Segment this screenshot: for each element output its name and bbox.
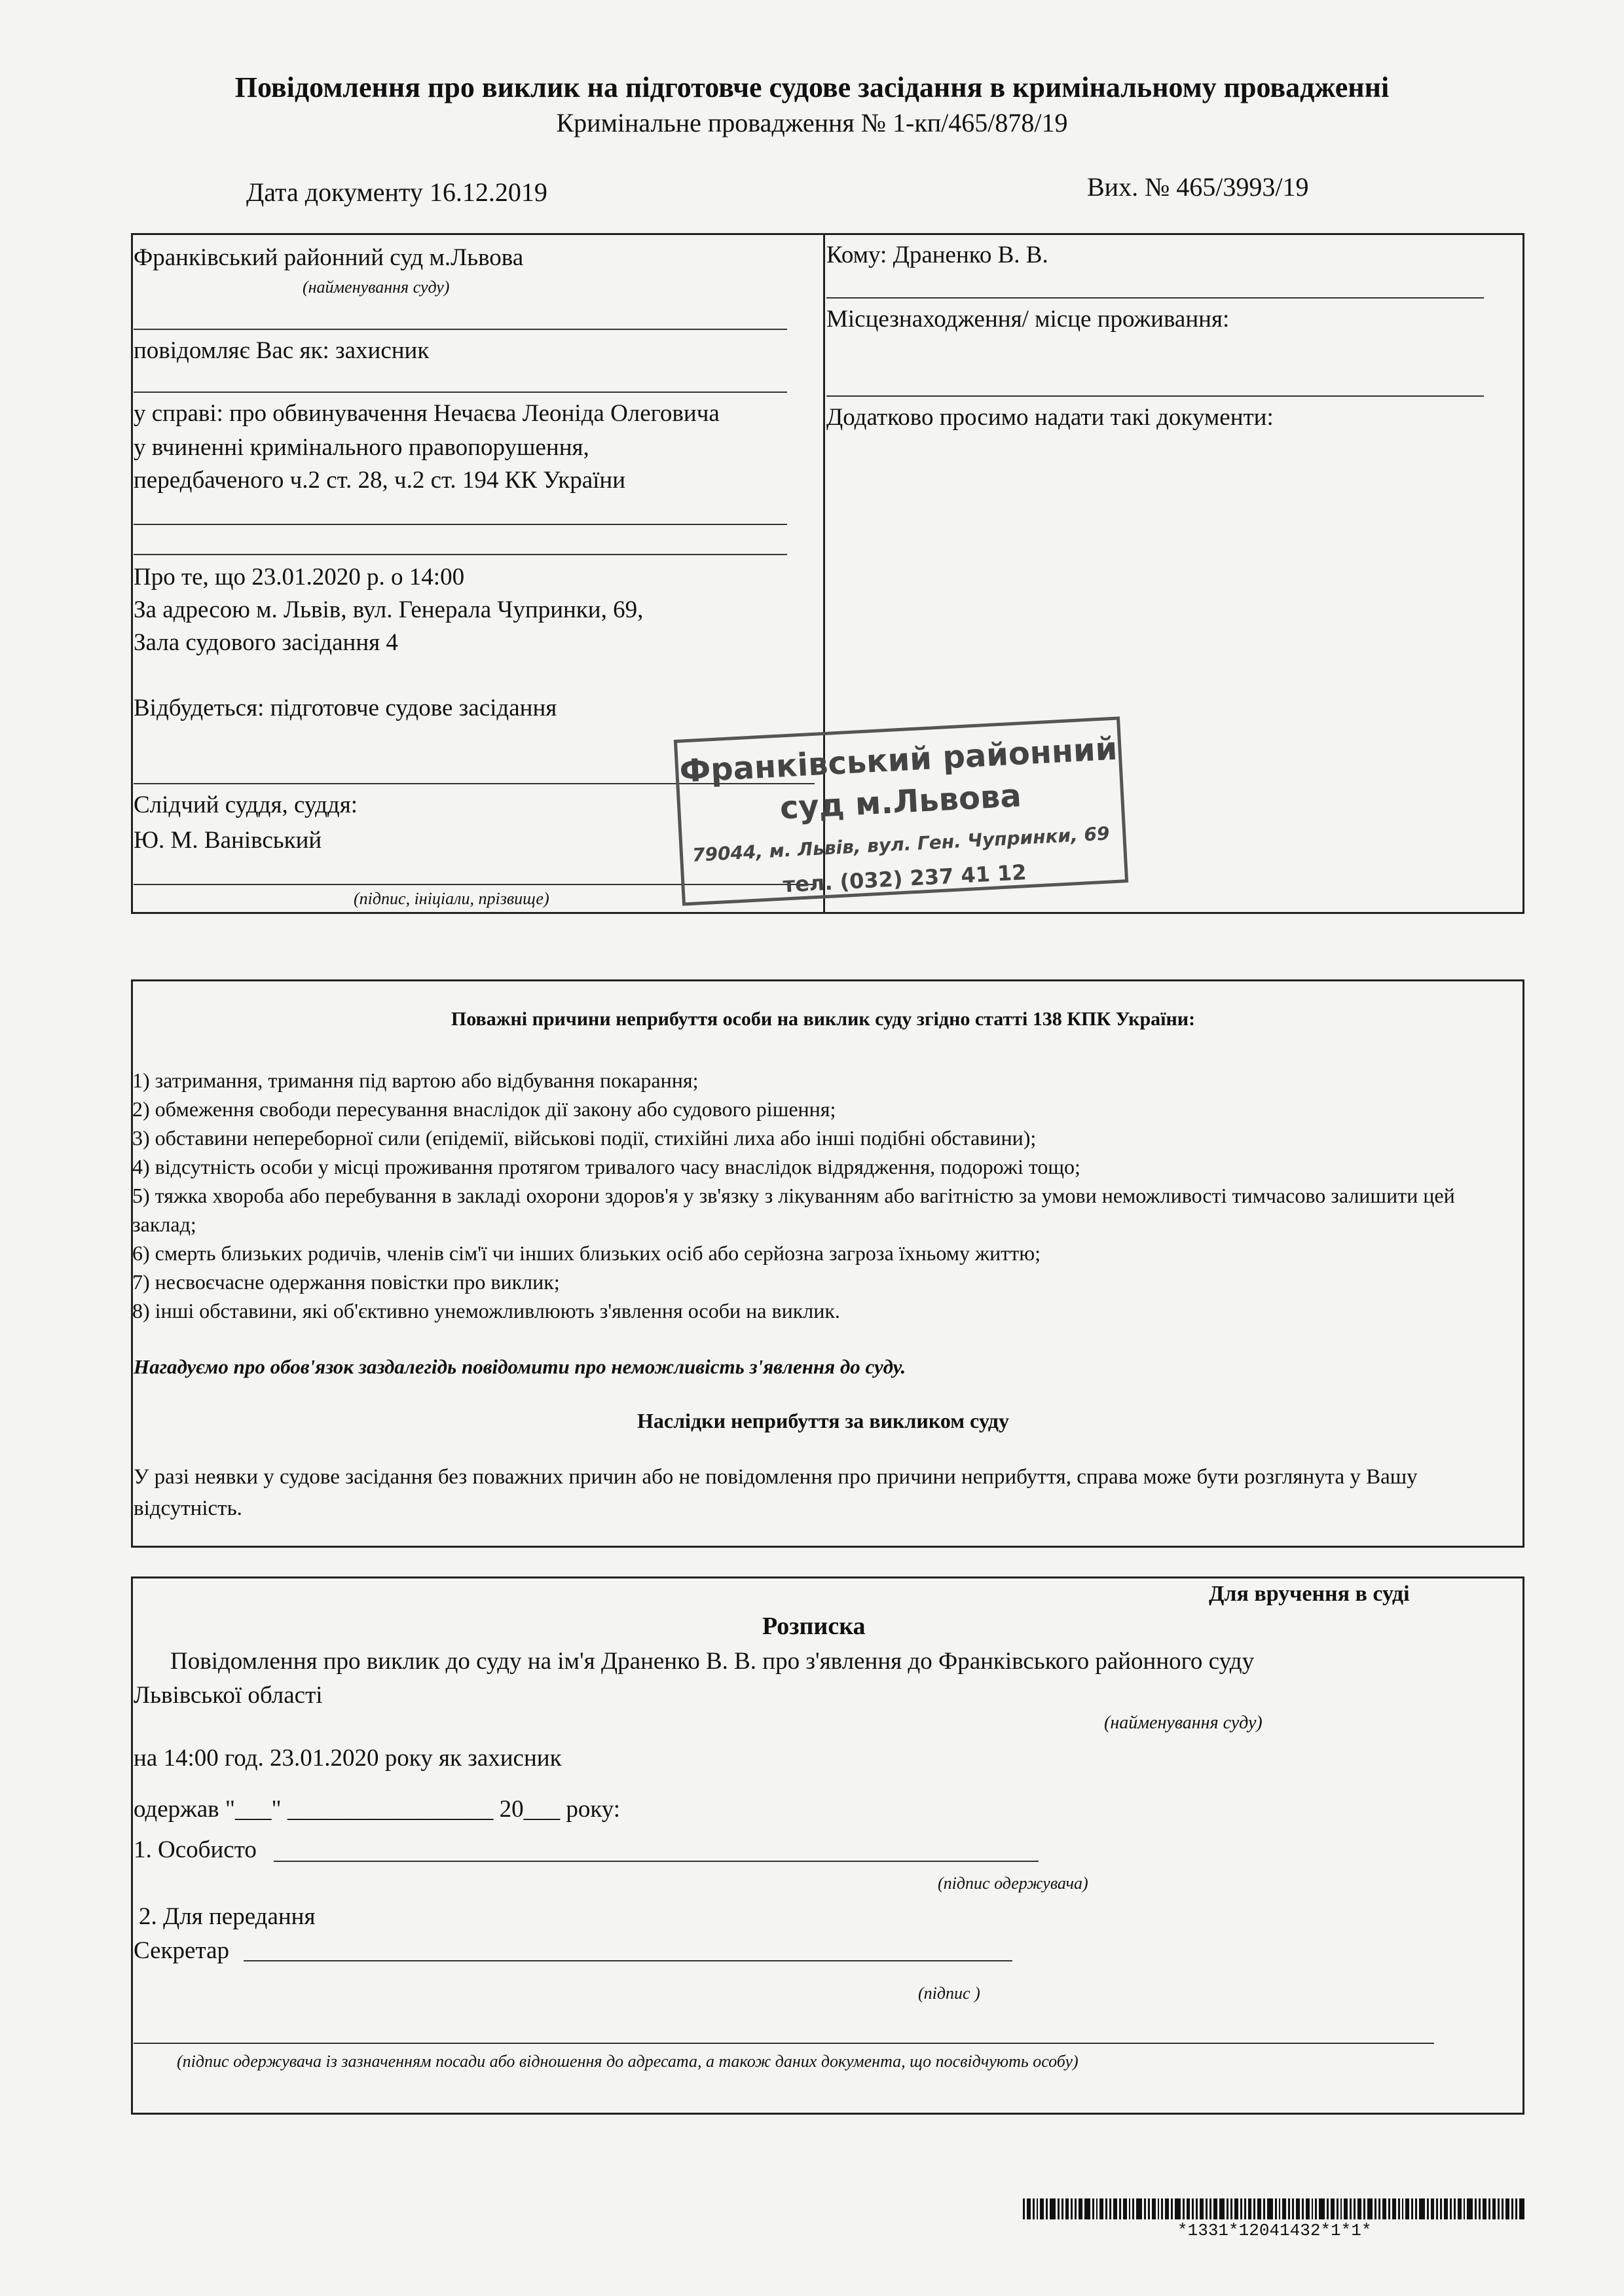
barcode-bar — [1234, 2198, 1238, 2219]
barcode-bar — [1458, 2198, 1462, 2219]
receipt-court-caption: (найменування суду) — [1104, 1713, 1263, 1733]
barcode-bar — [1092, 2198, 1094, 2219]
barcode-bar — [1119, 2198, 1121, 2219]
barcode-bar — [1144, 2198, 1146, 2219]
barcode-bar — [1040, 2198, 1044, 2219]
hearing-event: Відбудеться: підготовче судове засідання — [134, 695, 557, 721]
barcode-bar — [1282, 2198, 1286, 2219]
barcode-bar — [1219, 2198, 1225, 2219]
consequences-heading: Наслідки неприбуття за викликом суду — [637, 1409, 1009, 1432]
barcode-bar — [1075, 2198, 1077, 2219]
case-number: Кримінальне провадження № 1-кп/465/878/19 — [556, 108, 1068, 137]
barcode-bar — [1337, 2198, 1338, 2219]
barcode-bar — [1511, 2198, 1513, 2219]
barcode-bar — [1071, 2198, 1073, 2219]
hearing-address: За адресою м. Львів, вул. Генерала Чупринки, 69, — [134, 596, 644, 623]
barcode-bar — [1344, 2198, 1348, 2219]
barcode-bar — [1331, 2198, 1335, 2219]
consequences-text: У разі неявки у судове засідання без поважних причин або не повідомлення про причини неприбуття, справа може бути розглянута у Вашу відсутність. — [134, 1465, 1418, 1520]
barcode-bar — [1065, 2198, 1069, 2219]
list-item: 8) інші обставини, які об'єктивно унеможливлюють з'явлення особи на виклик. — [132, 1299, 840, 1322]
judge-name: Ю. М. Ванівський — [134, 827, 322, 854]
barcode-bar — [1436, 2198, 1438, 2219]
barcode-bar — [1292, 2198, 1294, 2219]
document-date: Дата документу 16.12.2019 — [246, 177, 547, 207]
barcode-bar — [1378, 2198, 1380, 2219]
barcode-bar — [1392, 2198, 1396, 2219]
receipt-bottom-caption: (підпис одержувача із зазначенням посади або відношення до адресата, а також даних документа, що посвідчують особу) — [177, 2052, 1079, 2071]
barcode-bar — [1213, 2198, 1217, 2219]
barcode-bar — [1196, 2198, 1198, 2219]
stamp-address-line: 79044, м. Львів, вул. Ген. Чупринки, 69 — [692, 822, 1111, 866]
court-name-caption: (найменування суду) — [303, 278, 450, 297]
barcode-bar — [1483, 2198, 1486, 2219]
list-item: 7) несвоєчасне одержання повістки про виклик; — [132, 1270, 560, 1294]
rule-line — [134, 329, 787, 330]
barcode-bar — [1367, 2198, 1373, 2219]
barcode-bar — [1431, 2198, 1435, 2219]
hearing-hall: Зала судового засідання 4 — [134, 629, 398, 656]
barcode-bar — [1248, 2198, 1252, 2219]
barcode-bar — [1375, 2198, 1376, 2219]
barcode-bar — [1444, 2198, 1448, 2219]
barcode-bar — [1350, 2198, 1352, 2219]
court-stamp — [674, 716, 1128, 905]
barcode-bar — [1230, 2198, 1232, 2219]
case-description-line: у вчиненні кримінального правопорушення, — [134, 434, 589, 461]
signature-line — [134, 2043, 1434, 2044]
list-item: 2) обмеження свободи пересування внаслідок дії закону або судового рішення; — [132, 1097, 836, 1121]
barcode-bar — [1340, 2198, 1342, 2219]
barcode-bar — [1099, 2198, 1103, 2219]
reasons-heading: Поважні причини неприбуття особи на виклик суду згідно статті 138 КПК України: — [451, 1008, 1196, 1030]
barcode-bar — [1419, 2198, 1425, 2219]
barcode-bar — [1132, 2198, 1134, 2219]
court-name: Франківський районний суд м.Львова — [134, 244, 524, 271]
rule-line — [134, 524, 787, 525]
barcode-bar — [1388, 2198, 1390, 2219]
reasons-list — [132, 1066, 1514, 1325]
list-item: 3) обставини непереборної сили (епідемії, військові події, стихійні лиха або інші подібні обставини); — [132, 1126, 1037, 1150]
stamp-city-line: суд м.Львова — [779, 777, 1022, 827]
barcode-bar — [1136, 2198, 1142, 2219]
receipt-title: Розписка — [762, 1613, 866, 1640]
barcode-bar — [1411, 2198, 1413, 2219]
barcode-bar — [1327, 2198, 1329, 2219]
barcode-bar — [1209, 2198, 1211, 2219]
barcode-bar — [1037, 2198, 1039, 2219]
barcode-bar — [1096, 2198, 1098, 2219]
barcode-bar — [1109, 2198, 1111, 2219]
barcode-bar — [1402, 2198, 1404, 2219]
case-description-line: у справі: про обвинувачення Нечаєва Леоніда Олеговича — [134, 400, 720, 427]
barcode-bar — [1187, 2198, 1190, 2219]
reminder-note: Нагадуємо про обов'язок заздалегідь повідомити про неможливість з'явлення до суду. — [134, 1355, 906, 1378]
receipt-region-line: Львівської області — [134, 1682, 323, 1709]
document-title: Повідомлення про виклик на підготовче судове засідання в кримінальному провадженні — [234, 71, 1390, 103]
outgoing-number: Вих. № 465/3993/19 — [1087, 172, 1309, 202]
recipient: Кому: Драненко В. В. — [826, 242, 1048, 268]
barcode-bar — [1467, 2198, 1473, 2219]
stamp-phone-line: тел. (032) 237 41 12 — [782, 860, 1027, 898]
notify-role: повідомляє Вас як: захисник — [134, 337, 430, 364]
rule-line — [134, 554, 787, 555]
receipt-time-line: на 14:00 год. 23.01.2020 року як захисник — [134, 1745, 562, 1772]
barcode-bar — [1454, 2198, 1456, 2219]
barcode-bar — [1058, 2198, 1060, 2219]
barcode-bar — [1027, 2198, 1031, 2219]
barcode-bar — [1050, 2198, 1056, 2219]
barcode-bar — [1475, 2198, 1477, 2219]
receipt-received-line: одержав "___" _________________ 20___ року: — [134, 1796, 621, 1823]
barcode-bar — [1123, 2198, 1127, 2219]
barcode-bar — [1302, 2198, 1304, 2219]
barcode-bar — [1450, 2198, 1452, 2219]
barcode-bar — [1105, 2198, 1107, 2219]
barcode-bar — [1315, 2198, 1317, 2219]
barcode-bar — [1382, 2198, 1386, 2219]
barcode-bar — [1200, 2198, 1204, 2219]
barcode-bar — [1046, 2198, 1048, 2219]
barcode-bar — [1357, 2198, 1361, 2219]
barcode-bar — [1033, 2198, 1035, 2219]
barcode-bar — [1296, 2198, 1300, 2219]
barcode-bar — [1306, 2198, 1310, 2219]
list-item: 4) відсутність особи у місці проживання протягом тривалого часу внаслідок відрядження, подорожі тощо; — [132, 1155, 1080, 1178]
recipient-location: Місцезнаходження/ місце проживання: — [826, 306, 1230, 333]
barcode-bar — [1505, 2198, 1509, 2219]
barcode-bar — [1165, 2198, 1169, 2219]
stamp-court-line: Франківський районний — [678, 730, 1118, 790]
barcode-bar — [1288, 2198, 1290, 2219]
barcode-bar — [1405, 2198, 1409, 2219]
extra-documents-request: Додатково просимо надати такі документи: — [826, 404, 1274, 431]
receipt-notice-line: Повідомлення про виклик до суду на ім'я Драненко В. В. про з'явлення до Франківського районного суду — [170, 1648, 1255, 1675]
barcode-bar — [1023, 2198, 1025, 2219]
barcode-bar — [1502, 2198, 1504, 2219]
barcode-bar — [1061, 2198, 1063, 2219]
receipt-for-transfer: 2. Для передання — [139, 1903, 316, 1930]
barcode-bar — [1161, 2198, 1163, 2219]
signature-line — [244, 1960, 1012, 1961]
list-item: 5) тяжка хвороба або перебування в закладі охорони здоров'я у зв'язку з лікуванням або вагітністю за умови неможливості тимчасово залишити цей заклад; — [132, 1184, 1455, 1236]
barcode-bar — [1492, 2198, 1496, 2219]
receipt-personally: 1. Особисто — [134, 1836, 257, 1863]
barcode-bar — [1440, 2198, 1442, 2219]
judge-role: Слідчий суддя, суддя: — [134, 792, 358, 818]
barcode-bar — [1488, 2198, 1490, 2219]
barcode-bar — [1192, 2198, 1194, 2219]
barcode-bar — [1319, 2198, 1325, 2219]
signature-line — [274, 1861, 1039, 1862]
secretary-signature-caption: (підпис ) — [918, 1984, 980, 2003]
barcode-bar — [1152, 2198, 1156, 2219]
for-court-delivery: Для вручення в суді — [1209, 1582, 1410, 1606]
rule-line — [826, 297, 1484, 299]
barcode-bar — [1171, 2198, 1173, 2219]
barcode-bar — [1206, 2198, 1208, 2219]
barcode-bar — [1263, 2198, 1265, 2219]
barcode-bar — [1079, 2198, 1082, 2219]
barcode-bar — [1183, 2198, 1185, 2219]
barcode-bar — [1084, 2198, 1090, 2219]
barcode-graphic — [1023, 2198, 1527, 2219]
rule-line — [134, 392, 787, 393]
barcode-bar — [1279, 2198, 1281, 2219]
barcode-bar — [1175, 2198, 1181, 2219]
rule-line — [826, 395, 1484, 397]
barcode-bar — [1464, 2198, 1466, 2219]
barcode-bar — [1113, 2198, 1117, 2219]
receipt-secretary: Секретар — [134, 1937, 229, 1964]
barcode-bar — [1240, 2198, 1242, 2219]
recipient-signature-caption: (підпис одержувача) — [938, 1874, 1088, 1893]
barcode-bar — [1427, 2198, 1429, 2219]
barcode-bar — [1244, 2198, 1246, 2219]
barcode-bar — [1363, 2198, 1365, 2219]
barcode-bar — [1515, 2198, 1517, 2219]
hearing-datetime: Про те, що 23.01.2020 р. о 14:00 — [134, 564, 465, 591]
barcode-number: *1331*12041432*1*1* — [1177, 2221, 1372, 2240]
barcode-bar — [1253, 2198, 1255, 2219]
barcode-bar — [1227, 2198, 1228, 2219]
list-item: 1) затримання, тримання під вартою або відбування покарання; — [132, 1068, 699, 1092]
barcode-bar — [1267, 2198, 1273, 2219]
barcode-bar — [1415, 2198, 1417, 2219]
barcode-bar — [1398, 2198, 1400, 2219]
barcode-bar — [1479, 2198, 1481, 2219]
barcode-bar — [1257, 2198, 1261, 2219]
case-description-line: передбаченого ч.2 ст. 28, ч.2 ст. 194 КК України — [134, 467, 626, 494]
barcode-bar — [1158, 2198, 1160, 2219]
list-item: 6) смерть близьких родичів, членів сім'ї чи інших близьких осіб або серйозна загроза їхньому життю; — [132, 1241, 1041, 1265]
barcode-bar — [1148, 2198, 1150, 2219]
signature-caption: (підпис, ініціали, прізвище) — [354, 889, 549, 908]
barcode-bar — [1312, 2198, 1314, 2219]
barcode-bar — [1354, 2198, 1356, 2219]
barcode-bar — [1519, 2198, 1525, 2219]
barcode-bar — [1129, 2198, 1131, 2219]
barcode-bar — [1498, 2198, 1500, 2219]
barcode-bar — [1275, 2198, 1277, 2219]
